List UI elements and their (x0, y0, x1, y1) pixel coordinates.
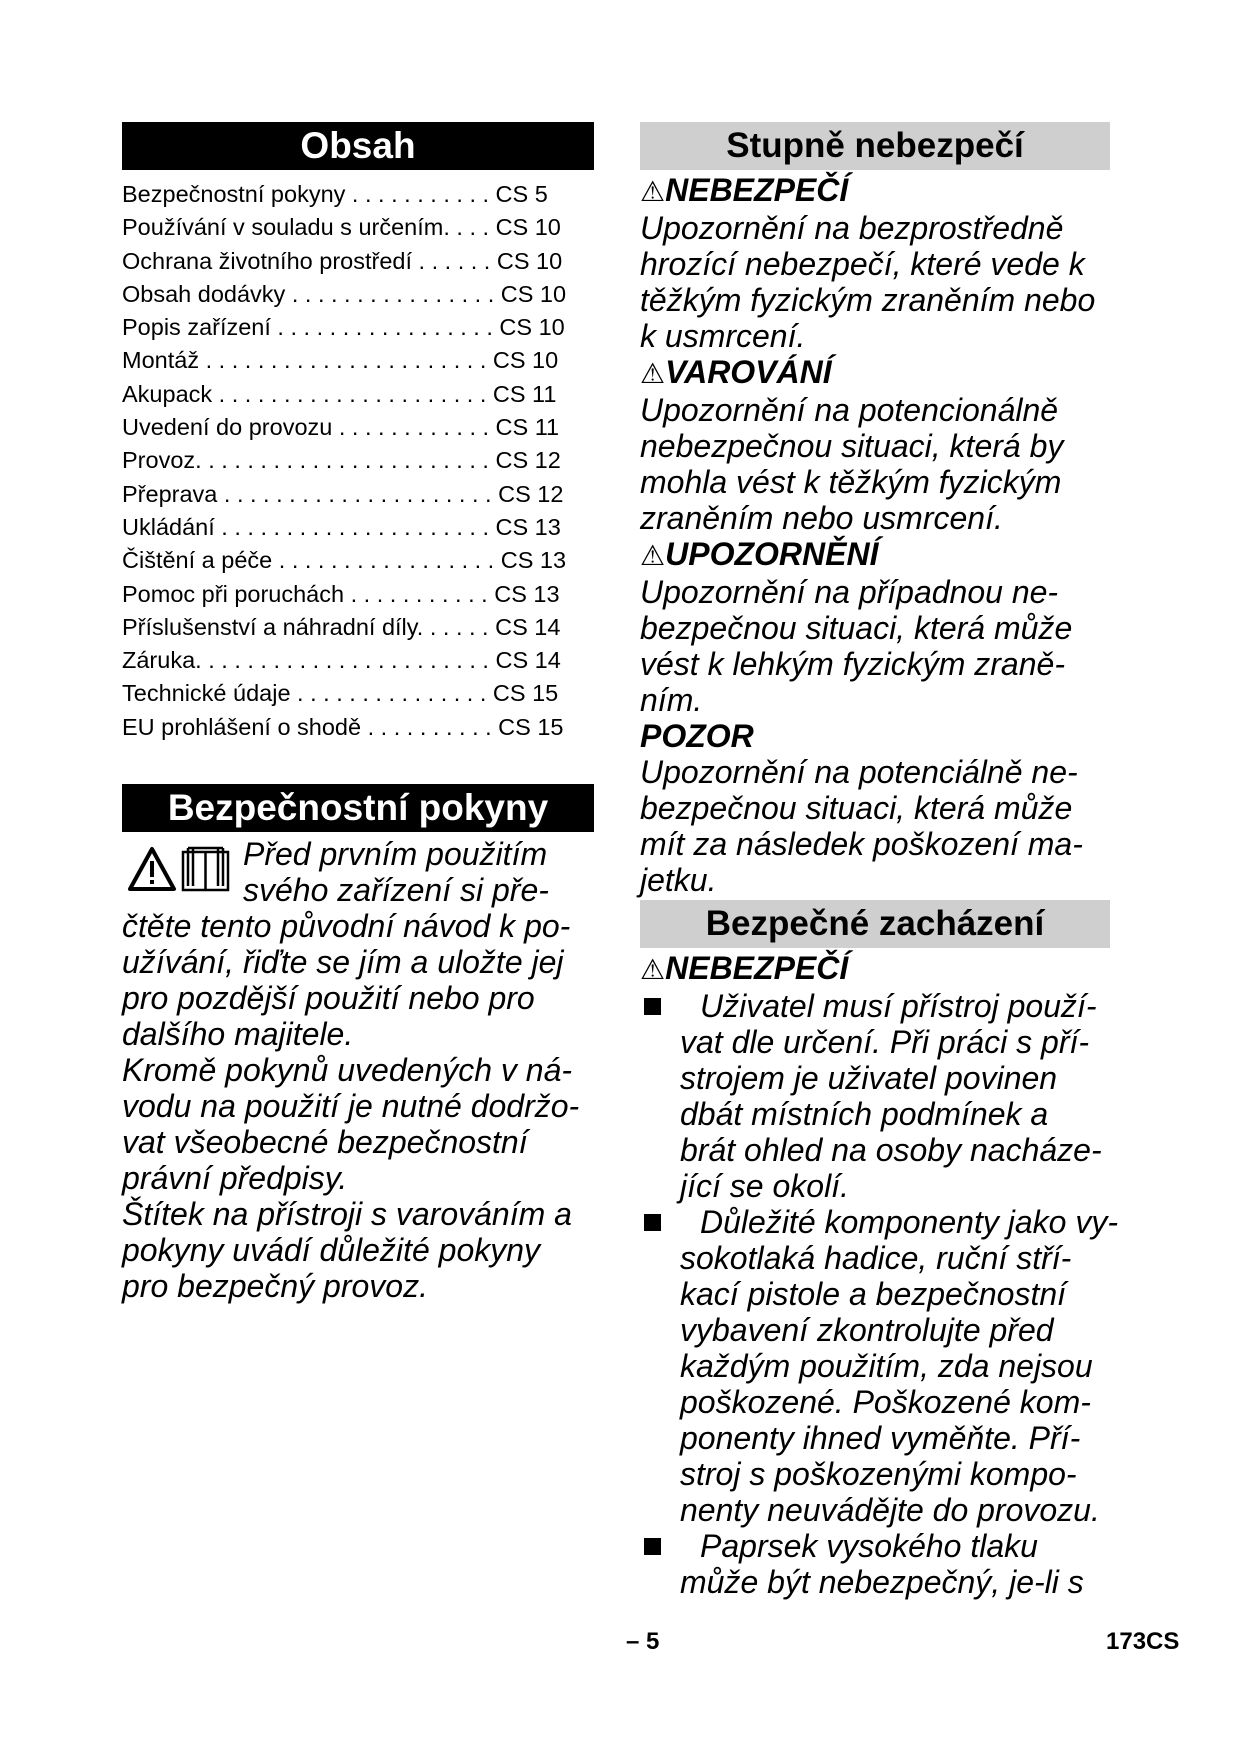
caution-text: vést k lehkým fyzickým zraně- (640, 646, 1065, 682)
bullet-square-icon (644, 1214, 661, 1231)
toc-row[interactable]: EU prohlášení o shodě . . . . . . . . . . CS 15 (122, 713, 564, 740)
toc-row[interactable]: Technické údaje . . . . . . . . . . . . . . . CS 15 (122, 680, 559, 707)
page-number: – 5 (626, 1628, 660, 1655)
warning-triangle-icon: ⚠ (640, 954, 666, 985)
safety-line: svého zařízení si pře- (243, 872, 549, 909)
pozor-text: Upozornění na potenciálně ne- (640, 754, 1078, 790)
toc-row[interactable]: Montáž . . . . . . . . . . . . . . . . . . . . . . CS 10 (122, 347, 559, 374)
safety-line: Před prvním použitím (243, 836, 548, 873)
toc-row[interactable]: Záruka. . . . . . . . . . . . . . . . . . . . . . . CS 14 (122, 647, 561, 674)
safety-line: Kromě pokynů uvedených v ná- (122, 1052, 573, 1089)
pozor-text: jetku. (640, 862, 717, 898)
safety-line: pro bezpečný provoz. (122, 1268, 428, 1305)
toc-row[interactable]: Provoz. . . . . . . . . . . . . . . . . . . . . . . CS 12 (122, 447, 561, 474)
safety-line: užívání, řiďte se jím a uložte jej (122, 944, 564, 981)
warning-label: ⚠VAROVÁNÍ (640, 354, 832, 390)
danger-text: k usmrcení. (640, 318, 806, 354)
page-code: 173CS (1106, 1628, 1180, 1655)
safety-line: čtěte tento původní návod k po- (122, 908, 571, 945)
table-of-contents (122, 178, 594, 744)
toc-row[interactable]: Uvedení do provozu . . . . . . . . . . . . CS 11 (122, 414, 560, 441)
safety-line: pro pozdější použití nebo pro (122, 980, 535, 1017)
safety-line: vat všeobecné bezpečnostní (122, 1124, 528, 1161)
warning-text: zraněním nebo usmrcení. (640, 500, 1003, 536)
pozor-label: POZOR (640, 718, 754, 754)
list-item: Uživatel musí přístroj použí- vat dle určení. Při práci s pří- strojem je uživatel povinen dbát místních podmínek a brát ohled na osoby nacháze- jící se okolí. (640, 988, 1130, 1204)
danger-text: Upozornění na bezprostředně (640, 210, 1064, 246)
danger-text: těžkým fyzickým zraněním nebo (640, 282, 1096, 318)
danger-levels-heading: Stupně nebezpečí (640, 122, 1110, 170)
caution-text: ním. (640, 682, 703, 718)
toc-row[interactable]: Popis zařízení . . . . . . . . . . . . . . . . . CS 10 (122, 314, 565, 341)
safety-line: Štítek na přístroji s varováním a (122, 1196, 572, 1233)
toc-row[interactable]: Přeprava . . . . . . . . . . . . . . . . . . . . . CS 12 (122, 480, 564, 507)
toc-row[interactable]: Pomoc při poruchách . . . . . . . . . . . CS 13 (122, 580, 560, 607)
safety-line: pokyny uvádí důležité pokyny (122, 1232, 541, 1269)
manual-book-icon (183, 848, 228, 890)
safety-heading: Bezpečnostní pokyny (122, 784, 594, 832)
warning-triangle-icon (130, 849, 174, 889)
warning-triangle-icon: ⚠ (640, 540, 666, 571)
toc-row[interactable]: Bezpečnostní pokyny . . . . . . . . . . . CS 5 (122, 181, 548, 207)
safety-line: dalšího majitele. (122, 1016, 354, 1053)
safe-handling-body (640, 950, 1130, 1600)
safety-line: právní předpisy. (122, 1160, 348, 1197)
warning-triangle-icon: ⚠ (640, 176, 666, 207)
safety-line: vodu na použití je nutné dodržo- (122, 1088, 580, 1125)
toc-row[interactable]: Příslušenství a náhradní díly. . . . . . CS 14 (122, 613, 561, 640)
danger-levels-body (640, 172, 1130, 898)
bullet-square-icon (644, 998, 661, 1015)
toc-row[interactable]: Čištění a péče . . . . . . . . . . . . . . . . . CS 13 (122, 547, 567, 574)
warning-text: mohla vést k těžkým fyzickým (640, 464, 1062, 500)
safe-handling-heading: Bezpečné zacházení (640, 900, 1110, 948)
right-column (640, 122, 1130, 1600)
list-item: Paprsek vysokého tlaku může být nebezpečný, je-li s (640, 1528, 1130, 1600)
list-item: Důležité komponenty jako vy- sokotlaká hadice, ruční stří- kací pistole a bezpečnostní vybavení zkontrolujte před každým použitím, zda nejsou poškozené. Poškozené kom- ponenty ihned vyměňte. Pří- stroj s poškozenými kompo- nenty neuvádějte do provozu. (640, 1204, 1130, 1528)
caution-label: ⚠UPOZORNĚNÍ (640, 536, 879, 572)
pozor-text: mít za následek poškození ma- (640, 826, 1083, 862)
left-column (122, 122, 594, 1304)
toc-row[interactable]: Používání v souladu s určením. . . . CS 10 (122, 214, 561, 241)
danger-text: hrozící nebezpečí, které vede k (640, 246, 1085, 282)
caution-text: bezpečnou situaci, která může (640, 610, 1073, 646)
caution-text: Upozornění na případnou ne- (640, 574, 1059, 610)
toc-row[interactable]: Ukládání . . . . . . . . . . . . . . . . . . . . . CS 13 (122, 513, 561, 540)
warning-text: Upozornění na potencionálně (640, 392, 1059, 428)
pozor-text: bezpečnou situaci, která může (640, 790, 1073, 826)
toc-row[interactable]: Obsah dodávky . . . . . . . . . . . . . . . . CS 10 (122, 280, 567, 307)
bullet-square-icon (644, 1538, 661, 1555)
danger-label: ⚠NEBEZPEČÍ (640, 172, 849, 208)
warning-manual-icon (128, 844, 232, 894)
danger-label: ⚠NEBEZPEČÍ (640, 950, 849, 986)
toc-row[interactable]: Akupack . . . . . . . . . . . . . . . . . . . . . CS 11 (122, 380, 557, 407)
warning-triangle-icon: ⚠ (640, 358, 666, 389)
toc-row[interactable]: Ochrana životního prostředí . . . . . . CS 10 (122, 247, 563, 274)
warning-text: nebezpečnou situaci, která by (640, 428, 1064, 464)
safety-intro (122, 836, 594, 1304)
toc-heading: Obsah (122, 122, 594, 170)
